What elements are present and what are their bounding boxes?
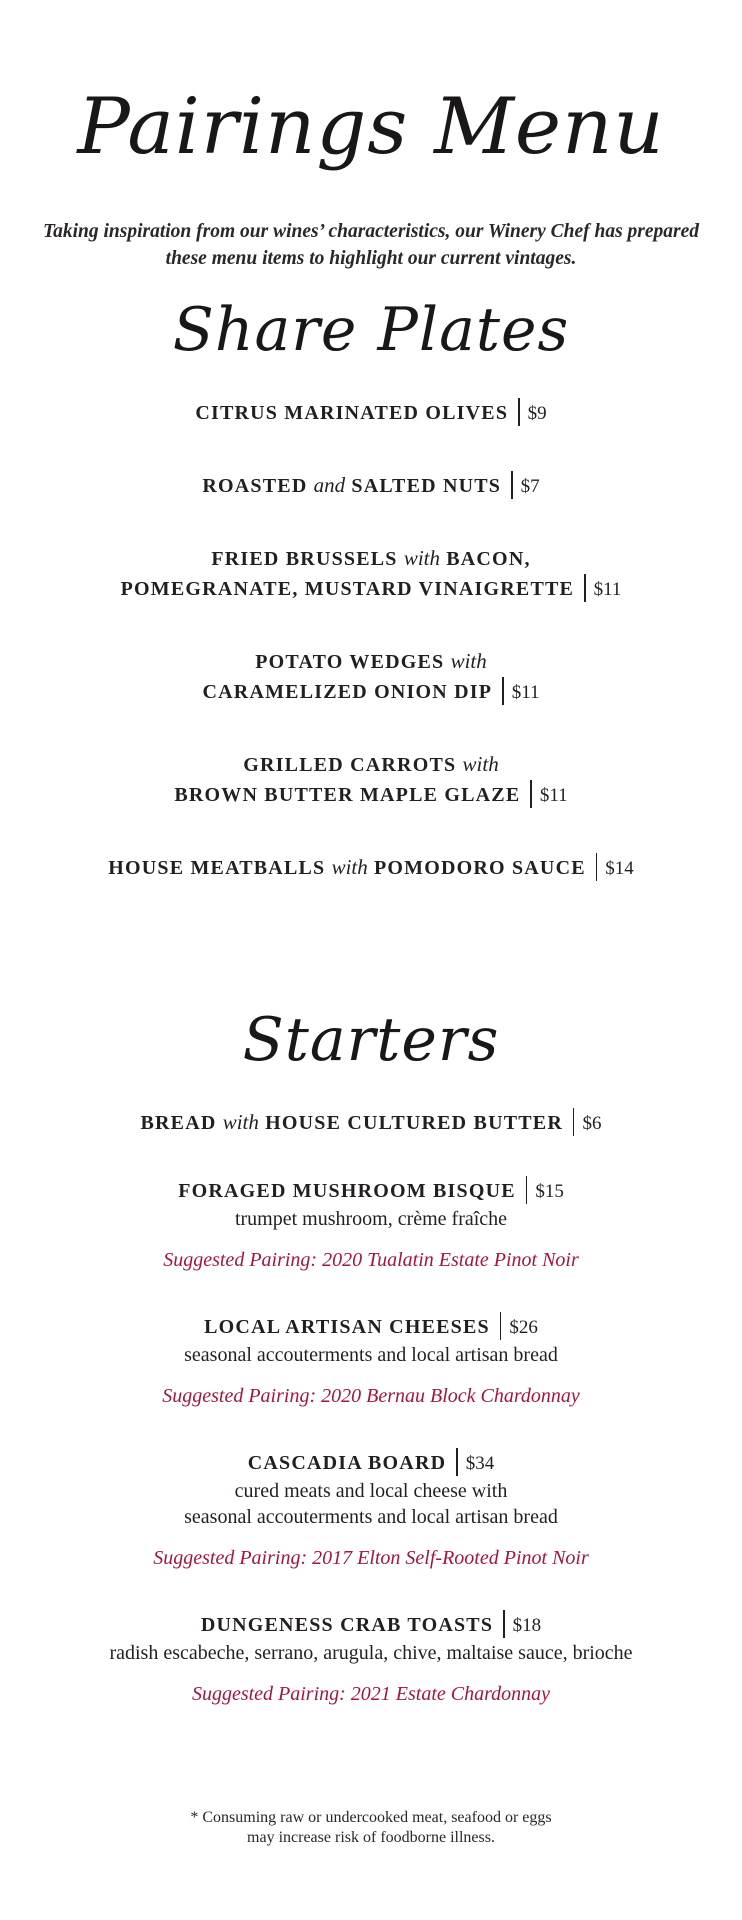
price-divider <box>596 853 598 881</box>
item-name <box>0 853 742 883</box>
item-description: seasonal accouterments and local artisan bread <box>184 1506 558 1528</box>
item-connector: with <box>222 1110 259 1134</box>
menu-item <box>0 750 742 810</box>
item-name <box>0 574 742 604</box>
suggested-pairing: Suggested Pairing: 2017 Elton Self-Rooted Pinot Noir <box>153 1547 589 1569</box>
intro-text: Taking inspiration from our wines’ characteristics, our Winery Chef has prepared these menu items to highlight our current vintages. <box>42 220 700 269</box>
suggested-pairing: Suggested Pairing: 2020 Bernau Block Chardonnay <box>162 1385 580 1407</box>
disclaimer-line: * Consuming raw or undercooked meat, seafood or eggs <box>190 1809 552 1826</box>
menu-item <box>0 471 742 501</box>
item-name <box>0 398 742 428</box>
item-name <box>0 677 742 707</box>
price-divider <box>526 1176 528 1204</box>
item-name <box>0 1108 742 1138</box>
item-name <box>0 1448 742 1478</box>
item-price: $26 <box>509 1317 538 1338</box>
price-divider <box>511 471 513 499</box>
menu-title: Pairings Menu <box>77 82 665 172</box>
menu-item <box>0 398 742 428</box>
item-name-part: DUNGENESS CRAB TOASTS <box>200 1614 494 1636</box>
item-name-part: FRIED BRUSSELS <box>211 548 398 570</box>
item-description: radish escabeche, serrano, arugula, chive, maltaise sauce, brioche <box>109 1642 633 1664</box>
suggested-pairing: Suggested Pairing: 2020 Tualatin Estate Pinot Noir <box>163 1249 579 1271</box>
menu-item <box>0 1312 742 1410</box>
item-connector: with <box>462 752 499 776</box>
item-name-part: BREAD <box>140 1112 217 1134</box>
item-name <box>0 1610 742 1640</box>
share-plates-heading: Share Plates <box>172 295 570 365</box>
item-price: $11 <box>593 579 622 600</box>
item-price: $15 <box>535 1181 564 1202</box>
item-name <box>0 750 742 780</box>
menu-item <box>0 1176 742 1274</box>
price-divider <box>530 780 532 808</box>
item-name <box>0 1176 742 1206</box>
item-price: $6 <box>582 1113 602 1134</box>
item-name <box>0 471 742 501</box>
item-name-part: FORAGED MUSHROOM BISQUE <box>178 1180 516 1202</box>
item-price: $18 <box>512 1615 542 1636</box>
item-name-part: BROWN BUTTER MAPLE GLAZE <box>174 784 521 806</box>
price-divider <box>500 1312 502 1340</box>
menu-item <box>0 1610 742 1708</box>
price-divider <box>584 574 586 602</box>
item-name-part: POMEGRANATE, MUSTARD VINAIGRETTE <box>120 578 575 600</box>
item-name-part: POTATO WEDGES <box>255 651 445 673</box>
food-safety-disclaimer <box>0 1808 742 1848</box>
item-connector: with <box>331 855 368 879</box>
starters-heading: Starters <box>242 1005 500 1075</box>
item-price: $34 <box>465 1453 495 1474</box>
starters-list <box>0 1108 742 1746</box>
item-name-part: GRILLED CARROTS <box>243 754 457 776</box>
disclaimer-line: may increase risk of foodborne illness. <box>247 1829 495 1846</box>
item-connector: and <box>313 473 346 497</box>
item-connector: with <box>450 649 487 673</box>
item-price: $14 <box>605 858 634 879</box>
item-name-part: HOUSE MEATBALLS <box>108 857 326 879</box>
menu-item <box>0 853 742 883</box>
item-name <box>0 647 742 677</box>
item-price: $7 <box>520 476 540 497</box>
item-description: trumpet mushroom, crème fraîche <box>234 1208 508 1230</box>
share-plates-list <box>0 398 742 926</box>
menu-item <box>0 544 742 604</box>
item-price: $9 <box>527 403 547 424</box>
menu-item <box>0 1108 742 1138</box>
item-name <box>0 544 742 574</box>
price-divider <box>456 1448 458 1476</box>
item-name-part: POMODORO SAUCE <box>373 857 586 879</box>
item-name-part: ROASTED <box>202 475 308 497</box>
item-connector: with <box>403 546 441 570</box>
item-price: $11 <box>539 785 568 806</box>
price-divider <box>573 1108 575 1136</box>
item-name-part: BACON, <box>446 548 531 570</box>
item-name-part: CASCADIA BOARD <box>247 1452 447 1474</box>
item-name-part: LOCAL ARTISAN CHEESES <box>204 1316 490 1338</box>
item-description: seasonal accouterments and local artisan bread <box>184 1344 558 1366</box>
price-divider <box>503 1610 505 1638</box>
item-name-part: CITRUS MARINATED OLIVES <box>195 402 509 424</box>
suggested-pairing: Suggested Pairing: 2021 Estate Chardonnay <box>191 1683 551 1705</box>
item-price: $11 <box>511 682 540 703</box>
menu-item <box>0 1448 742 1572</box>
menu-item <box>0 647 742 707</box>
item-name-part: SALTED NUTS <box>351 475 502 497</box>
item-description: cured meats and local cheese with <box>234 1480 508 1502</box>
price-divider <box>502 677 504 705</box>
item-name <box>0 780 742 810</box>
item-name-part: HOUSE CULTURED BUTTER <box>265 1112 563 1134</box>
price-divider <box>518 398 520 426</box>
item-name-part: CARAMELIZED ONION DIP <box>202 681 493 703</box>
item-name <box>0 1312 742 1342</box>
